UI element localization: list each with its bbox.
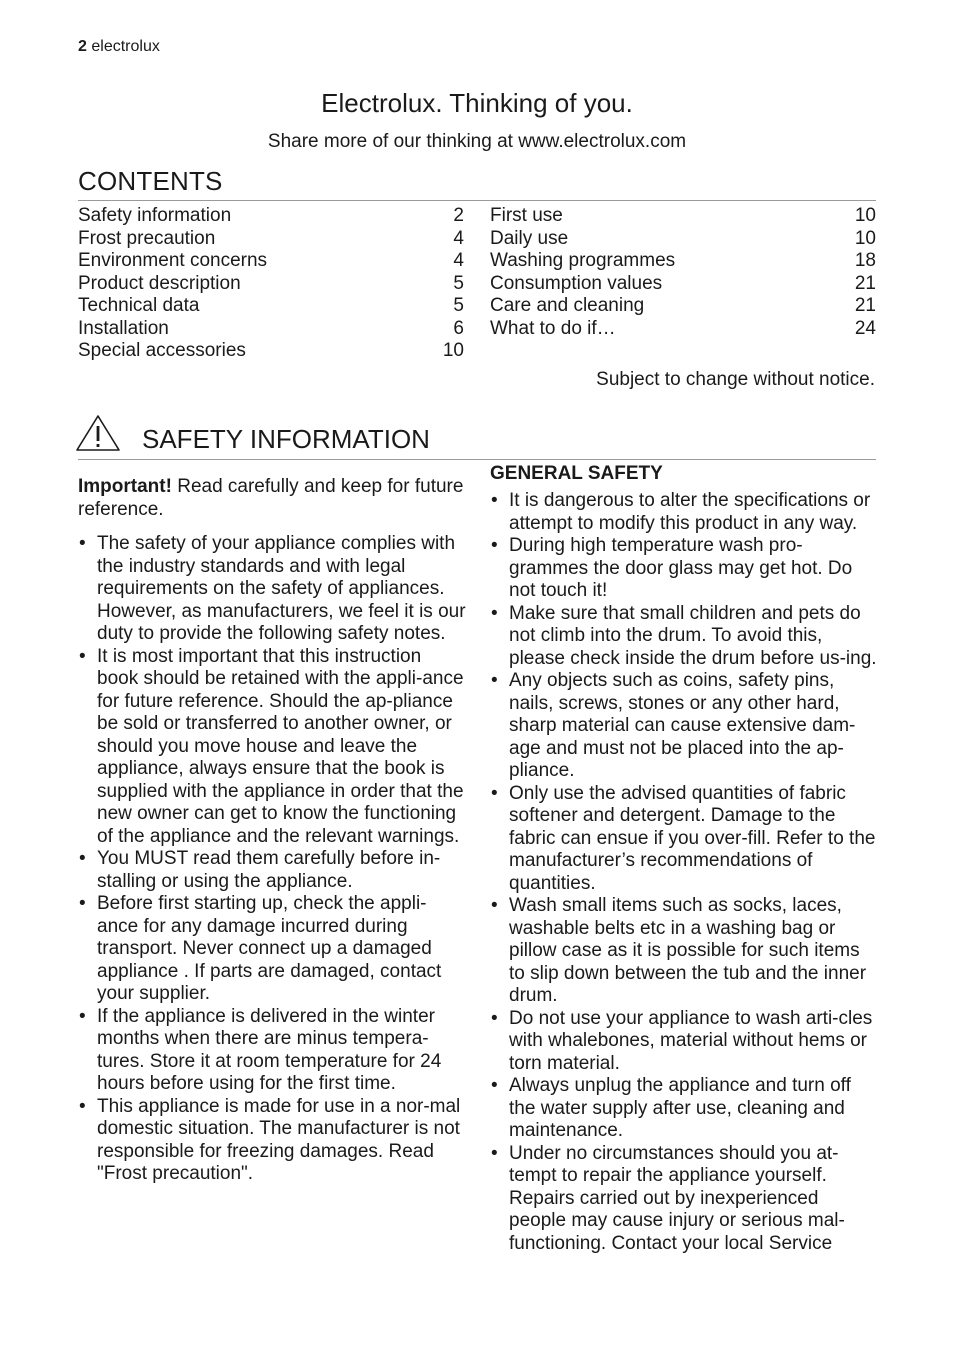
toc-entry [490,273,876,296]
safety-bullet: • It is most important that this instruction book should be retained with the appli-ance for future reference. Should the ap-pliance be sold or transferred to another owner, or should you move house and leave the appliance, always ensure that the book is supplied with the appliance in order that the new owner can get to know the functioning of the appliance and the relevant warnings. [78,646,466,849]
safety-bullet: • Wash small items such as socks, laces, washable belts etc in a washing bag or pillow case as it is possible for such items to slip down between the tub and the inner drum. [490,895,878,1008]
share-line: Share more of our thinking at www.electrolux.com [267,131,687,152]
safety-bullet-list-left [78,533,466,1186]
safety-bullet: • If the appliance is delivered in the winter months when there are minus tempera-tures. Store it at room temperature for 24 hours before using for the first time. [78,1006,466,1096]
toc-entry-label: Consumption values [490,272,663,294]
page-number: 2 [78,38,87,55]
toc-entry-label: Frost precaution [78,227,216,249]
toc-entry [490,318,876,341]
toc-entry [78,228,464,251]
toc-entry [490,295,876,318]
toc-entry [490,228,876,251]
toc-entry [78,250,464,273]
toc-left-column [78,205,464,363]
toc-entry-label: Environment concerns [78,250,268,271]
safety-intro [78,476,466,521]
change-notice: Subject to change without notice. [596,369,875,390]
safety-bullet: • It is dangerous to alter the specifications or attempt to modify this product in any way. [490,490,878,535]
toc-entry [78,340,464,363]
safety-bullet: • During high temperature wash pro-grammes the door glass may get hot. Do not touch it! [490,535,878,603]
toc-entry [78,273,464,296]
safety-left-column [78,476,466,1186]
toc-entry-page: 4 [453,250,464,271]
safety-bullet-list-right [490,490,878,1255]
safety-divider [78,459,876,460]
safety-right-column [490,462,878,1255]
safety-bullet: • Before first starting up, check the appli-ance for any damage incurred during transport. Never connect up a damaged appliance . If parts are damaged, contact your supplier. [78,893,466,1006]
toc-entry-page: 5 [453,272,464,294]
safety-bullet: • Only use the advised quantities of fabric softener and detergent. Damage to the fabric can ensue if you over-fill. Refer to the manufacturer’s recommendations of quantities. [490,783,878,896]
toc-entry-page: 10 [442,340,464,361]
toc-entry-label: Special accessories [78,340,246,361]
safety-bullet: • Under no circumstances should you at-tempt to repair the appliance yourself. Repairs carried out by inexperienced people may cause injury or serious mal-functioning. Contact your local Service [490,1143,878,1256]
safety-bullet: • You MUST read them carefully before in-stalling or using the appliance. [78,848,466,893]
brand-name: electrolux [91,38,160,55]
toc-entry-page: 6 [453,317,464,339]
page-header [78,37,160,57]
toc-entry-page: 21 [854,295,876,316]
toc-entry-label: Safety information [78,205,232,226]
toc-entry-page: 10 [854,227,876,249]
toc-entry-page: 4 [453,227,464,249]
toc-entry-label: Washing programmes [490,250,676,271]
safety-bullet: • The safety of your appliance complies with the industry standards and with legal requirements on the safety of appliances. However, as manufacturers, we feel it is our duty to provide the following safety notes. [78,533,466,646]
toc-entry-page: 21 [854,272,876,294]
toc-entry-page: 10 [854,205,876,226]
contents-title: CONTENTS [78,166,223,196]
safety-bullet: • Do not use your appliance to wash arti-cles with whalebones, material without hems or torn material. [490,1008,878,1076]
toc-entry-label: Daily use [490,227,569,249]
intro-text: Read carefully and keep for future reference. [78,476,464,520]
safety-bullet: • This appliance is made for use in a nor-mal domestic situation. The manufacturer is not responsible for freezing damages. Read "Frost precaution". [78,1096,466,1186]
contents-divider [78,200,876,201]
warning-triangle-icon [75,414,121,457]
safety-bullet: • Always unplug the appliance and turn off the water supply after use, cleaning and maintenance. [490,1075,878,1143]
tagline: Electrolux. Thinking of you. [321,88,633,118]
toc-entry-page: 2 [453,205,464,226]
toc-entry [490,250,876,273]
toc-entry [490,205,876,228]
safety-bullet: • Any objects such as coins, safety pins, nails, screws, stones or any other hard, sharp material can cause extensive dam-age and must not be placed into the ap-pliance. [490,670,878,783]
toc-entry-label: Installation [78,317,169,339]
toc-right-column [490,205,876,340]
general-safety-heading: GENERAL SAFETY [490,463,663,484]
toc-entry-page: 24 [854,317,876,339]
toc-entry-label: Product description [78,272,241,294]
toc-entry-label: Care and cleaning [490,295,645,316]
important-label: Important! [78,476,172,497]
toc-entry-label: Technical data [78,295,200,316]
toc-entry-label: What to do if… [490,317,616,339]
safety-bullet: • Make sure that small children and pets do not climb into the drum. To avoid this, please check inside the drum before us-ing. [490,603,878,671]
safety-title: SAFETY INFORMATION [142,424,430,454]
toc-entry [78,205,464,228]
toc-entry [78,318,464,341]
toc-entry [78,295,464,318]
toc-entry-page: 18 [854,250,876,271]
toc-entry-label: First use [490,205,563,226]
toc-entry-page: 5 [453,295,464,316]
